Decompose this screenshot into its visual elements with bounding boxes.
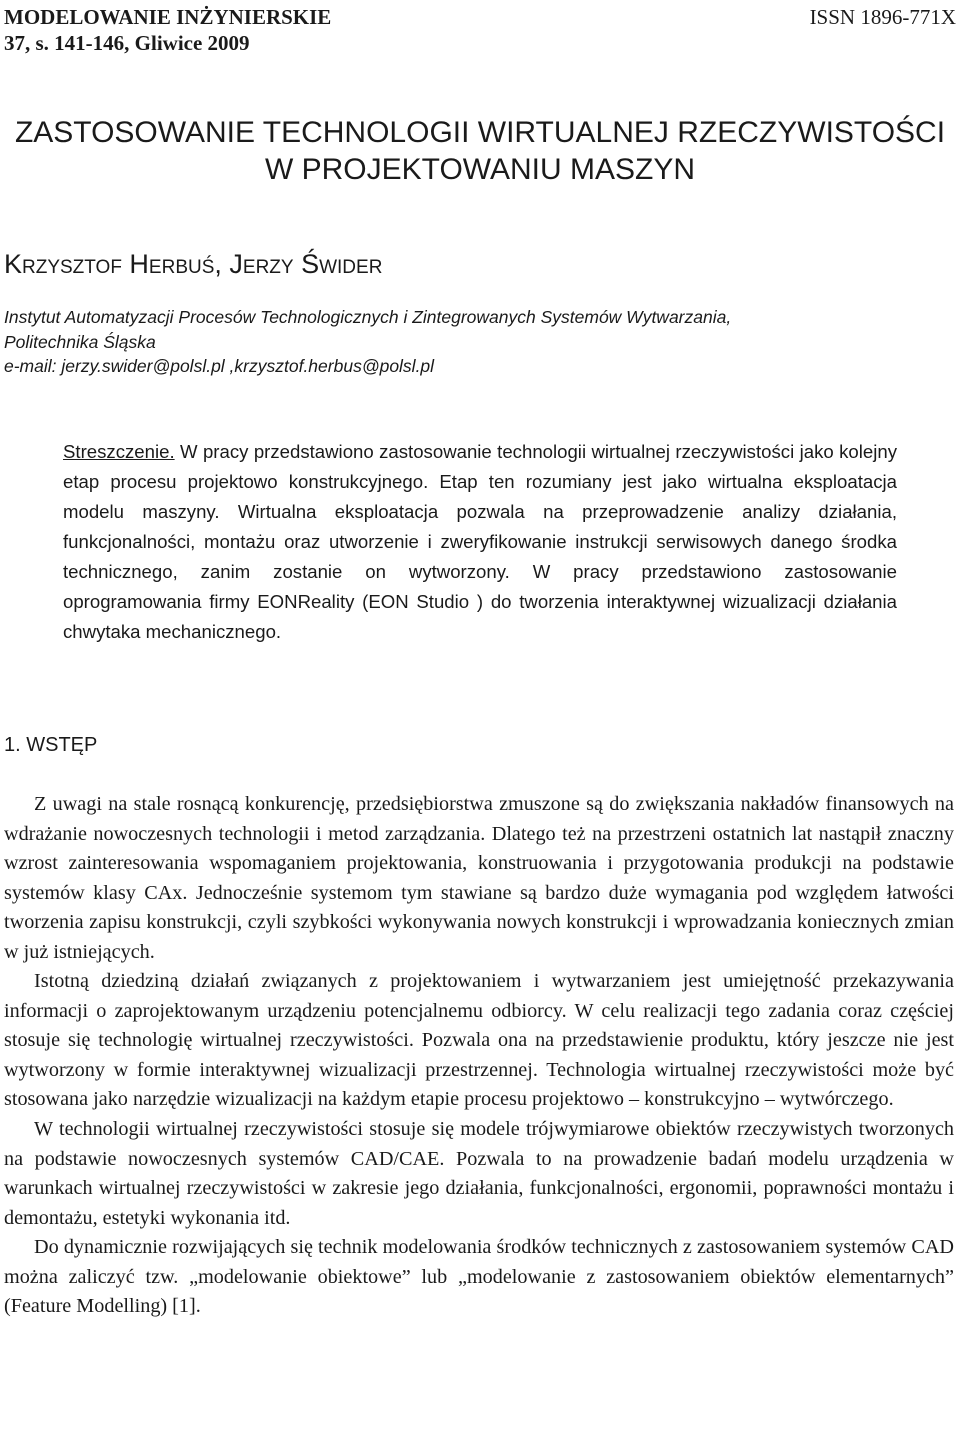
journal-issue: 37, s. 141-146, Gliwice 2009 — [4, 31, 250, 55]
affiliation-institute: Instytut Automatyzacji Procesów Technologicznych i Zintegrowanych Systemów Wytwarzania, — [4, 307, 732, 327]
abstract-label: Streszczenie. — [63, 441, 175, 462]
journal-header — [4, 4, 331, 56]
paragraph: W technologii wirtualnej rzeczywistości stosuje się modele trójwymiarowe obiektów rzeczywistych tworzonych na podstawie nowoczesnych systemów CAD/CAE. Pozwala to na prowadzenie badań modelu urządzenia w warunkach wirtualnej rzeczywistości w zakresie jego działania, funkcjonalności, ergonomii, poprawności montażu i demontażu, estetyki wykonania itd. — [4, 1118, 954, 1229]
paper-title-line-1: ZASTOSOWANIE TECHNOLOGII WIRTUALNEJ RZECZYWISTOŚCI — [14, 116, 946, 149]
affiliation — [4, 305, 944, 379]
journal-name: MODELOWANIE INŻYNIERSKIE — [4, 5, 332, 29]
affiliation-email: e-mail: jerzy.swider@polsl.pl ,krzysztof.herbus@polsl.pl — [4, 356, 435, 376]
authors: Krzysztof Herbuś, Jerzy Świder — [4, 249, 383, 279]
paragraph: Z uwagi na stale rosnącą konkurencję, przedsiębiorstwa zmuszone są do zwiększania nakładów finansowych na wdrażanie nowoczesnych technologii i metod zarządzania. Dlatego też na przestrzeni ostatnich lat nastąpił znaczny wzrost zainteresowania wspomaganiem projektowania, konstruowania i przygotowania produkcji na podstawie systemów klasy CAx. Jednocześnie systemom tym stawiane są bardzo duże wymagania pod względem łatwości tworzenia zapisu konstrukcji, czyli szybkości wykonywania nowych konstrukcji i wprowadzania koniecznych zmian w już istniejących. — [4, 793, 954, 963]
affiliation-university: Politechnika Śląska — [4, 331, 156, 352]
section-heading: 1. WSTĘP — [4, 734, 98, 756]
abstract — [63, 437, 897, 647]
paragraph: Istotną dziedziną działań związanych z projektowaniem i wytwarzaniem jest umiejętność przekazywania informacji o zaprojektowanym urządzeniu potencjalnemu odbiorcy. W celu realizacji tego zadania coraz częściej stosuje się technologię wirtualnej rzeczywistości. Pozwala ona na przedstawienie produktu, który jeszcze nie jest wytworzony w formie interaktywnej wizualizacji przestrzennej. Technologia wirtualnej rzeczywistości może być stosowana jako narzędzie wizualizacji na każdym etapie procesu projektowo – konstrukcyjno – wytwórczego. — [4, 970, 954, 1111]
paragraph: Do dynamicznie rozwijających się technik modelowania środków technicznych z zastosowaniem systemów CAD można zaliczyć tzw. „modelowanie obiektowe” lub „modelowanie z zastosowaniem obiektów elementarnych” (Feature Modelling) [1]. — [4, 1236, 954, 1318]
paper-title — [0, 114, 960, 188]
section-body — [4, 790, 954, 1322]
paper-title-line-2: W PROJEKTOWANIU MASZYN — [264, 153, 696, 186]
abstract-text: W pracy przedstawiono zastosowanie technologii wirtualnej rzeczywistości jako kolejny etap procesu projektowo konstrukcyjnego. Etap ten rozumiany jest jako wirtualna eksploatacja modelu maszyny. Wirtualna eksploatacja pozwala na przeprowadzenie analizy działania, funkcjonalności, montażu oraz utworzenie i zweryfikowanie instrukcji serwisowych danego środka technicznego, zanim zostanie on wytworzony. W pracy przedstawiono zastosowanie oprogramowania firmy EONReality (EON Studio ) do tworzenia interaktywnej wizualizacji działania chwytaka mechanicznego. — [63, 441, 897, 642]
issn: ISSN 1896-771X — [809, 5, 956, 29]
